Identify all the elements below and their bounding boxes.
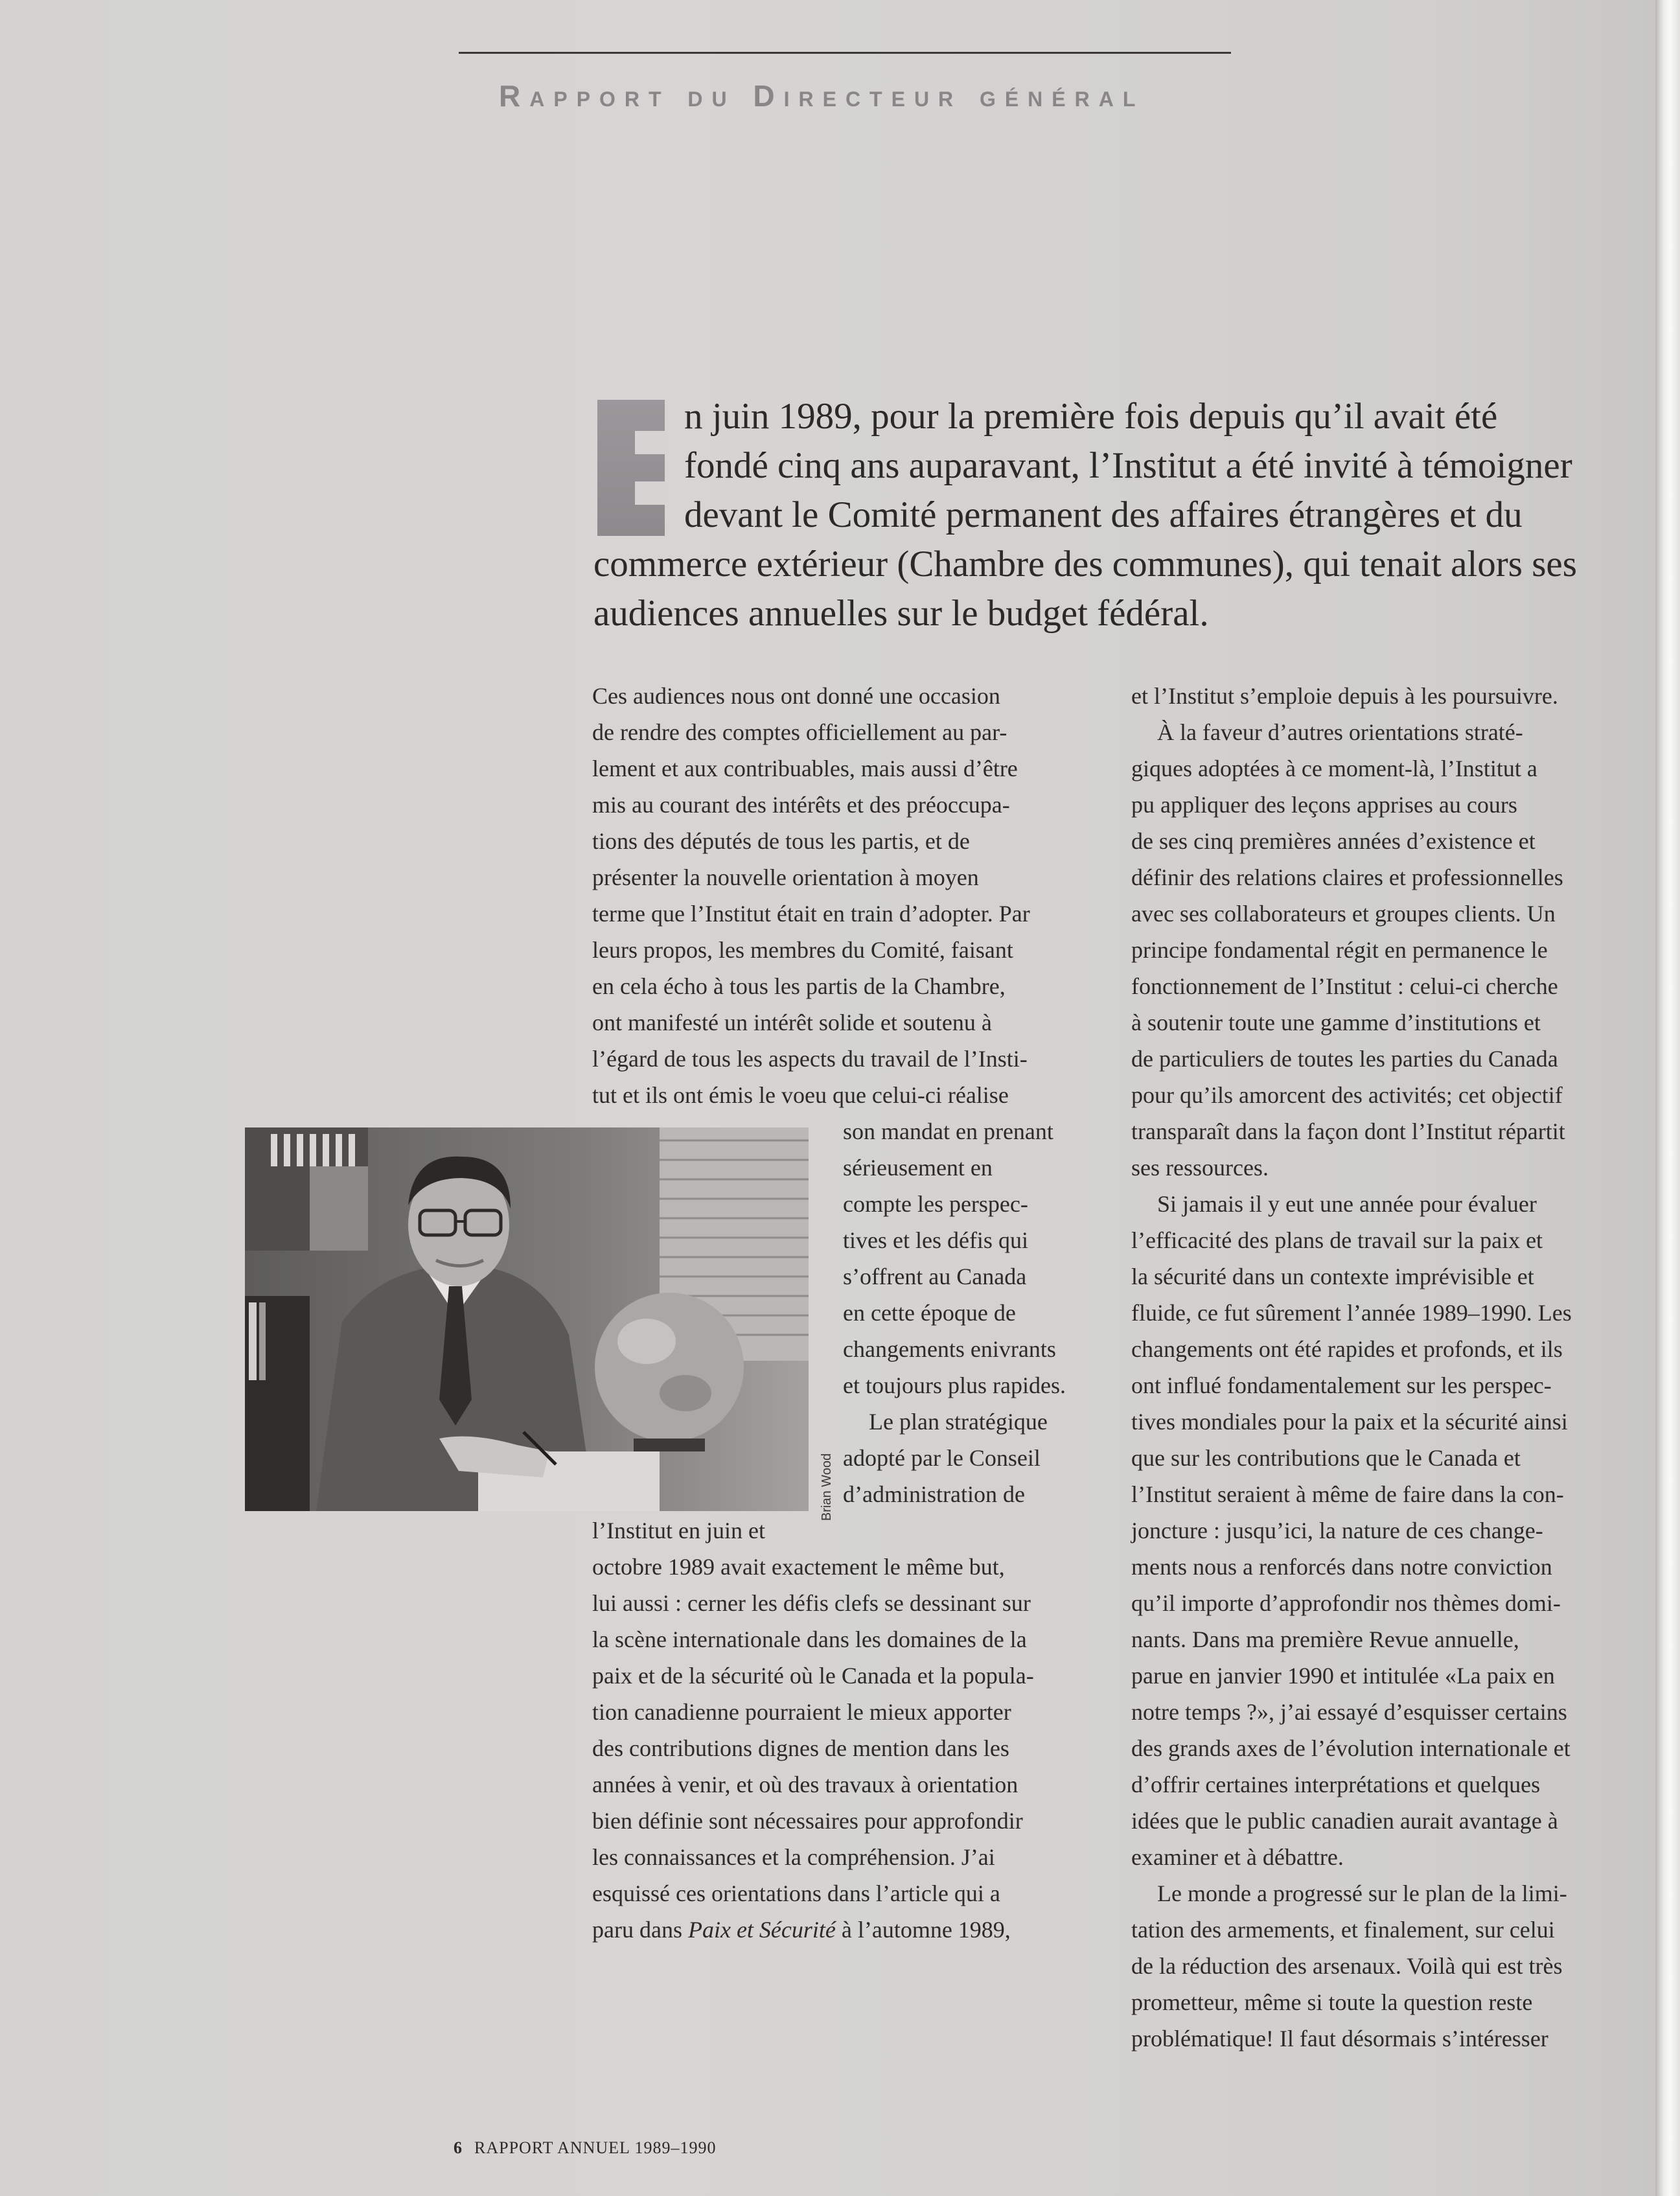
header-rule bbox=[459, 52, 1231, 54]
column-right: et l’Institut s’emploie depuis à les poursuivre. À la faveur d’autres orientations straté- giques adoptées à ce moment-là, l’Institut a pu appliquer des leçons apprises au cours de ses cinq premières années d’existence et définir des relations claires et professionnelles avec ses collaborateurs et groupes clients. Un principe fondamental régit en permanence le fonctionnement de l’Institut : celui-ci cherche à soutenir toute une gamme d’institutions et de particuliers de toutes les parties du Canada pour qu’ils amorcent des activités; cet objectif transparaît dans la façon dont l’Institut répartit ses ressources. Si jamais il y eut une année pour évaluer l’efficacité des plans de travail sur la paix et la sécurité dans un contexte imprévisible et fluide, ce fut sûrement l’année 1989–1990. Les changements ont été rapides et profonds, et ils ont influé fondamentalement sur les perspec- tives mondiales pour la paix et la sécurité ainsi que sur les contributions que le Canada et l’Institut seraient à même de faire dans la con- joncture : jusqu’ici, la nature de ces change- ments nous a renforcés dans notre conviction qu’il importe d’approfondir nos thèmes domi- nants. Dans ma première Revue annuelle, parue en janvier 1990 et intitulée «La paix en notre temps ?», j’ai essayé d’esquisser certains des grands axes de l’évolution internationale et d’offrir certaines interprétations et quelques idées que le public canadien aurait avantage à examiner et à débattre. Le monde a progressé sur le plan de la limi- tation des armements, et finalement, sur celui de la réduction des arsenaux. Voilà qui est très prometteur, même si toute la question reste problématique! Il faut désormais s’intéresser bbox=[1131, 683, 1572, 2052]
column-left-wrap: son mandat en prenant sérieusement en compte les perspec- tives et les défis qui s’offrent au Canada en cette époque de changements enivrants et toujours plus rapides. Le plan stratégique adopté par le Conseil d’administration de bbox=[843, 1118, 1066, 1507]
column-left-top: Ces audiences nous ont donné une occasion de rendre des comptes officiellement au par- lement et aux contribuables, mais aussi d’être mis au courant des intérêts et des préoccupa- tions des députés de tous les partis, et de présenter la nouvelle orientation à moyen terme que l’Institut était en train d’adopter. Par leurs propos, les membres du Comité, faisant en cela écho à tous les partis de la Chambre, ont manifesté un intérêt solide et soutenu à l’égard de tous les aspects du travail de l’Insti- tut et ils ont émis le voeu que celui-ci réalise bbox=[592, 683, 1030, 1108]
page-footer bbox=[454, 2138, 1037, 2158]
footer-label: RAPPORT ANNUEL 1989–1990 bbox=[474, 2138, 717, 2157]
lead-paragraph: n juin 1989, pour la première fois depuis qu’il avait été fondé cinq ans auparavant, l’Institut a été invité à témoigner devant le Comité permanent des affaires étrangères et du commerce extérieur (Chambre des communes), qui tenait alors ses audiences annuelles sur le budget fédéral. bbox=[593, 396, 1577, 634]
portrait-photo bbox=[245, 1127, 809, 1511]
page-number: 6 bbox=[454, 2138, 463, 2157]
column-left-bottom: l’Institut en juin et octobre 1989 avait exactement le même but, lui aussi : cerner les défis clefs se dessinant sur la scène internationale dans les domaines de la paix et de la sécurité où le Canada et la popula- tion canadienne pourraient le mieux apporter des contributions dignes de mention dans les années à venir, et où des travaux à orientation bien définie sont nécessaires pour approfondir les connaissances et la compréhension. J’ai esquissé ces orientations dans l’article qui a paru dans Paix et Sécurité à l’automne 1989, bbox=[592, 1518, 1034, 1943]
section-title: RAPPORT DU DIRECTEUR GÉNÉRAL bbox=[499, 79, 1145, 113]
page-spine-shadow bbox=[1655, 0, 1680, 2196]
photo-credit: Brian Wood bbox=[819, 1453, 834, 1521]
